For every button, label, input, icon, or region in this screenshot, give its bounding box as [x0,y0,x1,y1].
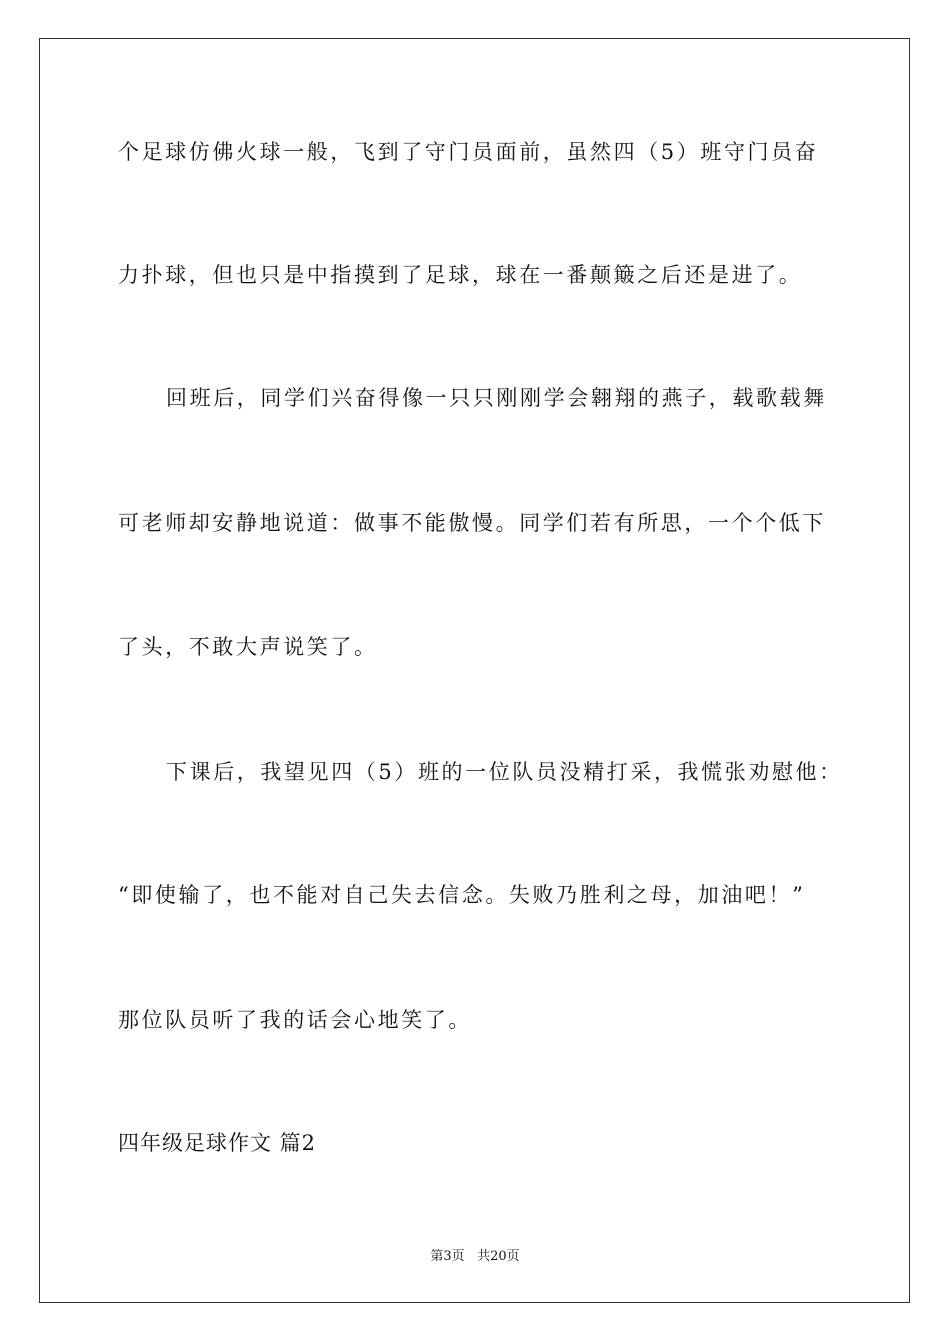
text-line-8: 那位队员听了我的话会心地笑了。 [118,1008,472,1032]
footer-total-pages: 共20页 [477,1249,520,1264]
text-line-3: 回班后，同学们兴奋得像一只只刚刚学会翱翔的燕子，载歌载舞 [166,386,827,410]
text-line-5: 了头，不敢大声说笑了。 [118,635,378,659]
text-line-4: 可老师却安静地说道：做事不能傲慢。同学们若有所思，一个个低下 [118,511,826,535]
text-line-1: 个足球仿佛火球一般，飞到了守门员面前，虽然四（5）班守门员奋 [118,140,819,164]
text-line-2: 力扑球，但也只是中指摸到了足球，球在一番颠簸之后还是进了。 [118,263,803,287]
page-border [39,38,910,1303]
page-footer [0,1250,950,1263]
text-line-6: 下课后，我望见四（5）班的一位队员没精打采，我慌张劝慰他： [166,760,843,784]
section-heading: 四年级足球作文 篇2 [118,1131,317,1155]
text-line-7: “即使输了，也不能对自己失去信念。失败乃胜利之母，加油吧！” [118,883,806,907]
footer-current-page: 第3页 [430,1249,465,1264]
